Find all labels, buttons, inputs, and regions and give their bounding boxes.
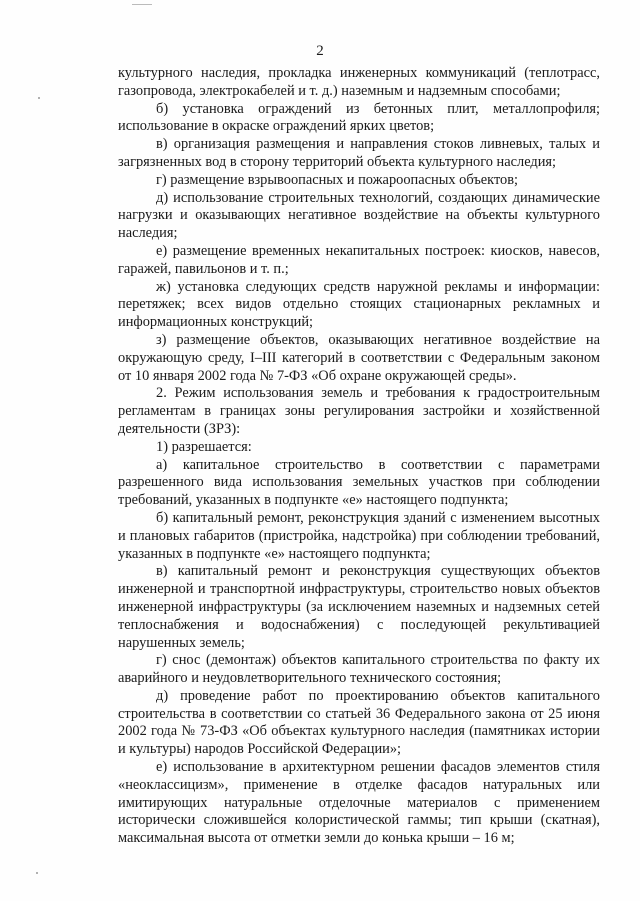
text-line: указанных в подпункте «е» настоящего подпункта; <box>118 545 431 562</box>
text-line: имитирующих натуральные отделочные материалов с применением <box>118 794 600 811</box>
text-line: «неоклассицизм», применение в отделке фасадов натуральных или <box>118 776 600 793</box>
text-line: 1) разрешается: <box>156 438 252 455</box>
text-line: требований, указанных в подпункте «е» настоящего подпункта; <box>118 492 509 509</box>
text-line: в) организация размещения и направления стоков ливневых, талых и <box>156 136 600 153</box>
text-line: инженерной и транспортной инфраструктуры, строительство новых объектов <box>118 581 600 598</box>
text-line: 2002 года № 73-ФЗ «Об объектах культурного наследия (памятниках истории <box>118 723 600 740</box>
text-line: 2. Режим использования земель и требования к градостроительным <box>156 385 600 402</box>
text-line: б) капитальный ремонт, реконструкция зданий с изменением высотных <box>156 509 600 526</box>
text-line: культурного наследия, прокладка инженерных коммуникаций (теплотрасс, <box>118 65 600 81</box>
text-line: ж) установка следующих средств наружной рекламы и информации: <box>156 278 600 295</box>
text-line: и плановых габаритов (пристройка, надстройка) при соблюдении требований, <box>118 527 600 544</box>
text-line: от 10 января 2002 года № 7-ФЗ «Об охране окружающей среды». <box>118 367 517 384</box>
page-number: 2 <box>316 43 324 59</box>
scan-mark <box>132 4 152 5</box>
text-line: г) размещение взрывоопасных и пожароопасных объектов; <box>156 171 519 188</box>
text-line: аварийного и неудовлетворительного технического состояния; <box>118 670 502 687</box>
text-line: в) капитальный ремонт и реконструкция существующих объектов <box>156 563 600 580</box>
text-line: б) установка ограждений из бетонных плит, металлопрофиля; <box>156 100 600 117</box>
text-line: регламентам в границах зоны регулирования застройки и хозяйственной <box>118 403 600 420</box>
document-body <box>118 65 600 848</box>
text-line: д) использование строительных технологий, создающих динамические <box>156 189 600 206</box>
text-line: нарушенных земель; <box>118 634 245 651</box>
text-line: исторически сложившейся колористической гаммы; тип крыши (скатная), <box>118 812 600 829</box>
text-line: а) капитальное строительство в соответствии с параметрами <box>156 456 600 473</box>
text-line: газопровода, электрокабелей и т. д.) наземным и надземным способами; <box>118 82 561 99</box>
text-line: максимальная высота от отметки земли до конька крыши – 16 м; <box>118 830 515 847</box>
text-line: д) проведение работ по проектированию объектов капитального <box>156 687 600 704</box>
text-line: и культуры) народов Российской Федерации»; <box>118 741 402 758</box>
text-line: деятельности (ЗРЗ): <box>118 420 241 437</box>
scan-speck <box>36 872 38 874</box>
text-line: использование в окраске ограждений ярких цветов; <box>118 118 435 135</box>
text-line: теплоснабжения и водоснабжения) с последующей рекультивацией <box>118 616 600 633</box>
text-line: окружающую среду, I–III категорий в соответствии с Федеральным законом <box>118 349 600 366</box>
text-line: е) использование в архитектурном решении фасадов элементов стиля <box>156 759 600 776</box>
text-line: разрешенного вида использования земельных участков при соблюдении <box>118 474 600 491</box>
scan-speck <box>38 97 40 99</box>
text-line: з) размещение объектов, оказывающих негативное воздействие на <box>156 331 600 348</box>
text-line: наследия; <box>118 225 178 242</box>
text-line: загрязненных вод в сторону территорий объекта культурного наследия; <box>118 153 557 170</box>
text-line: инженерной инфраструктуры (за исключением наземных и надземных сетей <box>118 598 600 615</box>
text-line: нагрузки и оказывающих негативное воздействие на объекты культурного <box>118 207 600 224</box>
text-line: перетяжек; всех видов отдельно стоящих стационарных рекламных и <box>118 296 600 313</box>
text-line: е) размещение временных некапитальных построек: киосков, навесов, <box>156 242 600 259</box>
text-line: гаражей, павильонов и т. п.; <box>118 260 289 277</box>
text-line: информационных конструкций; <box>118 314 314 331</box>
text-line: строительства в соответствии со статьей 36 Федерального закона от 25 июня <box>118 705 600 722</box>
text-line: г) снос (демонтаж) объектов капитального строительства по факту их <box>156 652 600 669</box>
